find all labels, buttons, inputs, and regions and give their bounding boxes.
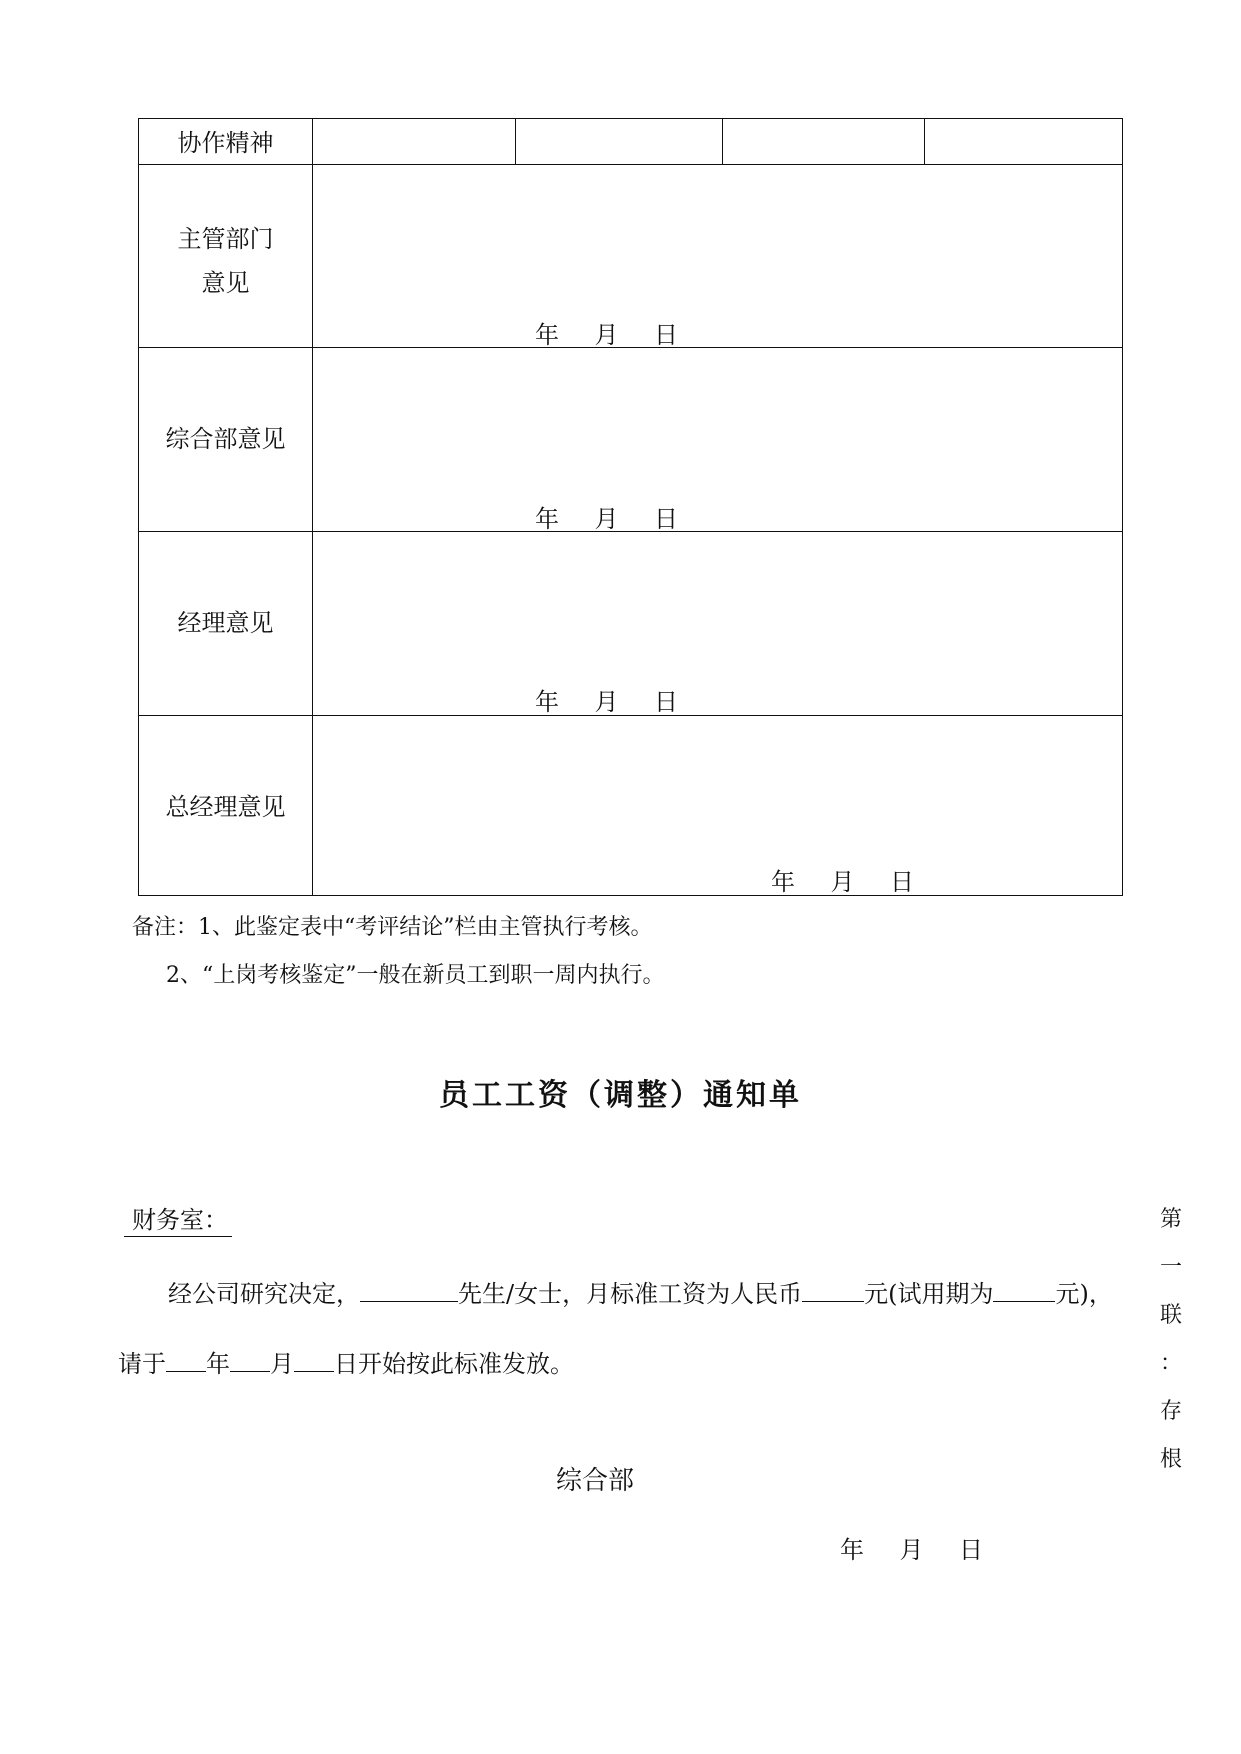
start-day-blank[interactable] bbox=[294, 1351, 334, 1372]
body-text: 请于 bbox=[118, 1350, 166, 1378]
body-text: 月 bbox=[270, 1350, 294, 1378]
start-month-blank[interactable] bbox=[230, 1351, 270, 1372]
copy-stub-label bbox=[1158, 1196, 1184, 1484]
manager-opinion-field[interactable] bbox=[313, 532, 1123, 715]
stub-char: 一 bbox=[1159, 1255, 1182, 1280]
body-text: 先生/女士，月标准工资为人民币 bbox=[458, 1280, 803, 1308]
score-cell[interactable] bbox=[313, 119, 515, 164]
body-text: 元(试用期为 bbox=[864, 1280, 994, 1308]
note-line-1: 备注：1、此鉴定表中“考评结论”栏由主管执行考核。 bbox=[132, 915, 653, 940]
stub-char: ： bbox=[1159, 1351, 1182, 1376]
row-label-supervisor-dept: 主管部门 bbox=[177, 225, 274, 253]
stub-char: 联 bbox=[1159, 1303, 1182, 1328]
probation-salary-blank[interactable] bbox=[993, 1281, 1055, 1302]
body-text: 日开始按此标准发放。 bbox=[334, 1350, 574, 1378]
score-cell[interactable] bbox=[516, 119, 722, 164]
row-label-general-dept: 综合部意见 bbox=[165, 425, 286, 453]
general-dept-opinion-date: 年 月 日 bbox=[535, 505, 680, 533]
stub-char: 根 bbox=[1159, 1447, 1182, 1472]
note-line-2: 2、“上岗考核鉴定”一般在新员工到职一周内执行。 bbox=[166, 963, 665, 988]
row-label-teamwork: 协作精神 bbox=[177, 129, 274, 157]
notice-body-line-2 bbox=[118, 1344, 574, 1379]
appraisal-table bbox=[138, 118, 1123, 896]
general-dept-opinion-field[interactable] bbox=[313, 348, 1123, 531]
supervisor-opinion-field[interactable] bbox=[313, 165, 1123, 347]
body-text: 年 bbox=[206, 1350, 230, 1378]
signature-department: 综合部 bbox=[556, 1466, 635, 1496]
manager-opinion-date: 年 月 日 bbox=[535, 688, 680, 716]
stub-char: 第 bbox=[1159, 1207, 1182, 1232]
form-title: 员工工资（调整）通知单 bbox=[439, 1078, 802, 1113]
addressee: 财务室： bbox=[124, 1204, 232, 1237]
score-cell[interactable] bbox=[925, 119, 1123, 164]
general-manager-opinion-date: 年 月 日 bbox=[771, 868, 916, 896]
row-label-general-manager: 总经理意见 bbox=[165, 793, 286, 821]
row-label-manager: 经理意见 bbox=[177, 609, 274, 637]
body-text: 经公司研究决定， bbox=[168, 1280, 360, 1308]
notice-body-line-1 bbox=[168, 1274, 1113, 1309]
salary-amount-blank[interactable] bbox=[802, 1281, 864, 1302]
general-manager-opinion-field[interactable] bbox=[313, 716, 1123, 895]
row-label-supervisor-dept-line2: 意见 bbox=[201, 269, 250, 297]
signature-date: 年 月 日 bbox=[840, 1536, 985, 1564]
body-text: 元)， bbox=[1055, 1280, 1113, 1308]
supervisor-opinion-date: 年 月 日 bbox=[535, 321, 680, 349]
stub-char: 存 bbox=[1159, 1399, 1182, 1424]
employee-name-blank[interactable] bbox=[360, 1281, 458, 1302]
start-year-blank[interactable] bbox=[166, 1351, 206, 1372]
score-cell[interactable] bbox=[723, 119, 924, 164]
